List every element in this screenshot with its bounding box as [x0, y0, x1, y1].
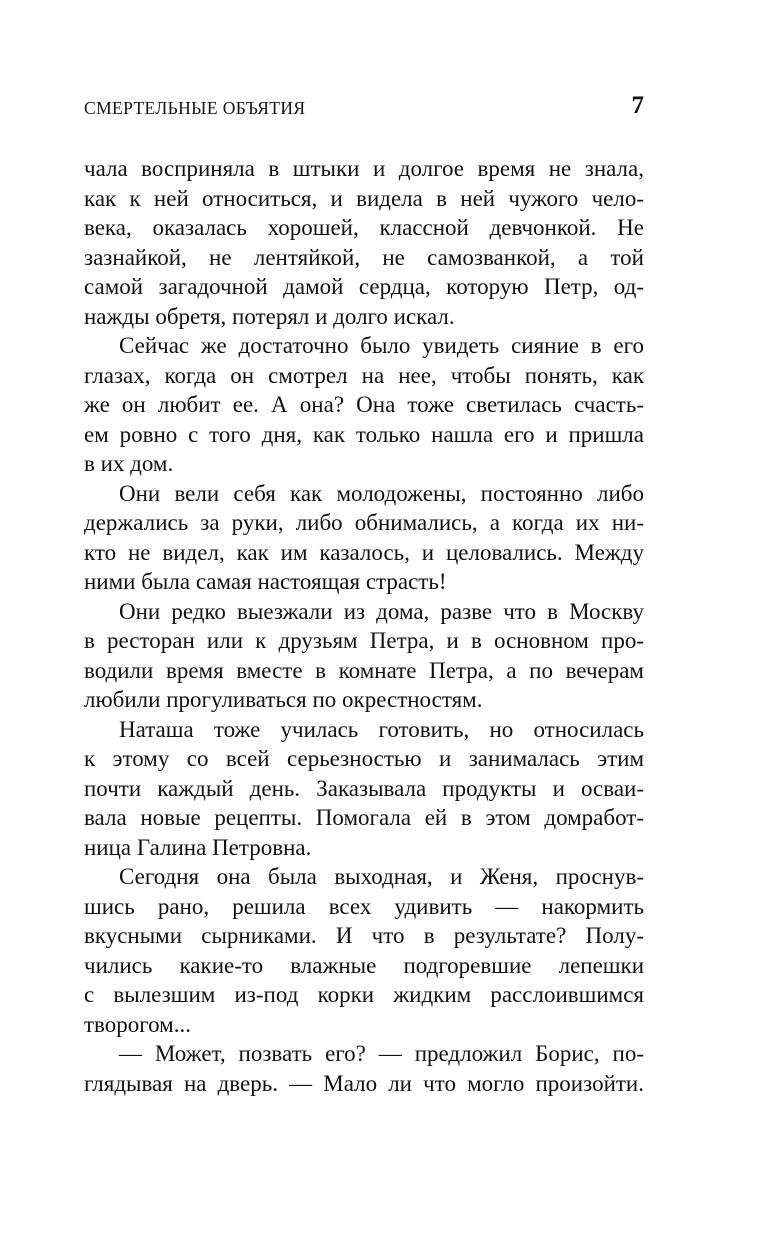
text-line: ними была самая настоящая страсть! [84, 569, 447, 594]
text-line: вала новые рецепты. Помогала ей в этом домработ- [84, 805, 644, 830]
text-line: ница Галина Петровна. [84, 834, 312, 860]
book-page [84, 0, 644, 1241]
page-number: 7 [631, 92, 644, 119]
text-line: нажды обретя, потерял и долго искал. [84, 303, 455, 329]
text-line: Они вели себя как молодожены, постоянно либо [119, 480, 644, 506]
text-line: Они редко выезжали из дома, разве что в Москву [119, 598, 644, 624]
text-line: глядывая на дверь. — Мало ли что могло произойти. [84, 1070, 644, 1096]
text-line: с вылезшим из-под корки жидким расслоившимся [84, 982, 644, 1007]
text-line: творогом... [84, 1011, 191, 1037]
text-line: ем ровно с того дня, как только нашла его и пришла [84, 421, 644, 447]
text-line: Наташа тоже училась готовить, но относилась [119, 716, 644, 742]
running-head [84, 92, 644, 126]
text-line: к этому со всей серьезностью и занималась этим [84, 746, 644, 771]
text-line: в их дом. [84, 451, 174, 476]
text-line: же он любит ее. А она? Она тоже светилась счасть- [84, 392, 644, 417]
body-text [84, 154, 644, 1098]
text-line: любили прогуливаться по окрестностям. [84, 687, 483, 712]
text-line: как к ней относиться, и видела в ней чужого чело- [84, 185, 644, 211]
text-line: вкусными сырниками. И что в результате? Полу- [84, 923, 644, 948]
text-line: Сегодня она была выходная, и Женя, проснув- [119, 864, 644, 889]
text-line: кто не видел, как им казалось, и целовались. Между [84, 539, 644, 565]
text-line: водили время вместе в комнате Петра, а по вечерам [84, 657, 644, 683]
text-line: почти каждый день. Заказывала продукты и осваи- [84, 775, 644, 801]
text-line: — Может, позвать его? — предложил Борис, по- [119, 1041, 644, 1066]
text-line: держались за руки, либо обнимались, а когда их ни- [84, 510, 644, 535]
book-title: СМЕРТЕЛЬНЫЕ ОБЪЯТИЯ [84, 98, 306, 118]
text-line: чала восприняла в штыки и долгое время не знала, [84, 156, 644, 181]
text-line: века, оказалась хорошей, классной девчонкой. Не [84, 215, 644, 240]
text-line: глазах, когда он смотрел на нее, чтобы понять, как [84, 362, 644, 388]
text-line: чились какие-то влажные подгоревшие лепешки [84, 952, 644, 978]
text-line: в ресторан или к друзьям Петра, и в основном про- [84, 628, 644, 653]
text-line: самой загадочной дамой сердца, которую Петр, од- [84, 274, 644, 299]
text-line: Сейчас же достаточно было увидеть сияние в его [119, 333, 644, 358]
text-line: зазнайкой, не лентяйкой, не самозванкой, а той [84, 244, 644, 270]
text-line: шись рано, решила всех удивить — накормить [84, 893, 644, 919]
